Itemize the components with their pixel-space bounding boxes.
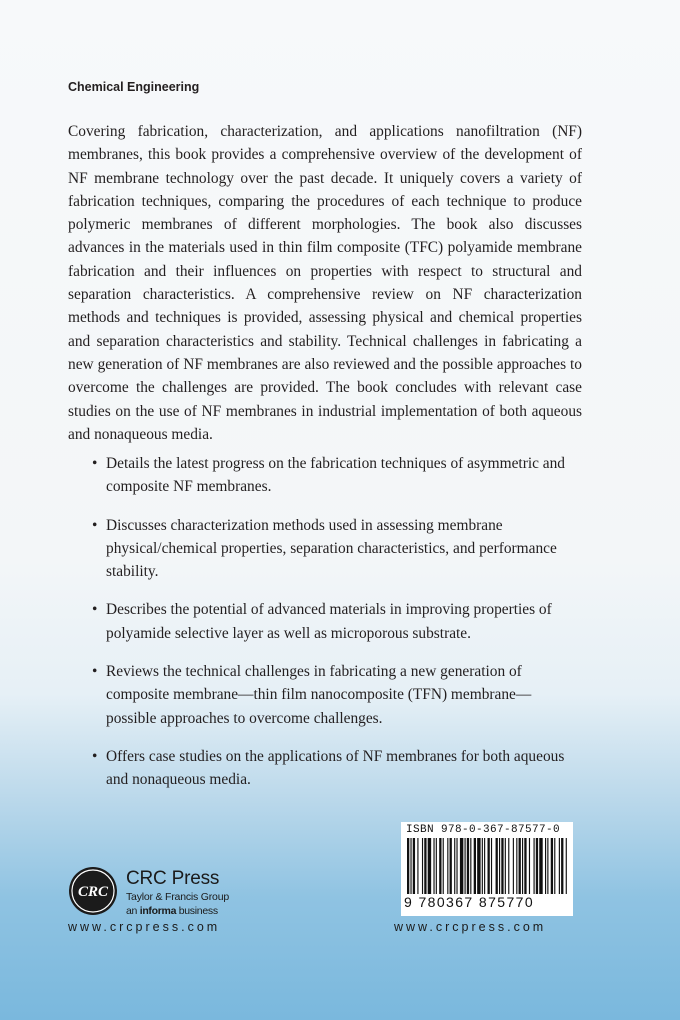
barcode-bar — [566, 838, 567, 894]
feature-item: • Reviews the technical challenges in fabricating a new generation of composite membrane—thin film nanocomposite (TFN) membrane—possible approaches to overcome challenges. — [92, 660, 572, 730]
barcode-bar — [428, 838, 431, 894]
isbn-label: ISBN 978-0-367-87577-0 — [406, 824, 561, 836]
barcode-bar — [508, 838, 509, 894]
publisher-business — [126, 905, 218, 917]
barcode-bar — [467, 838, 469, 894]
barcode-bar — [559, 838, 560, 894]
barcode-bar — [450, 838, 452, 894]
barcode-bar — [424, 838, 426, 894]
barcode-bar — [488, 838, 490, 894]
feature-item: • Offers case studies on the applications of NF membranes for both aqueous and nonaqueous media. — [92, 745, 572, 792]
barcode-bar — [534, 838, 535, 894]
barcode-bar — [561, 838, 563, 894]
barcode-bar — [422, 838, 423, 894]
publisher-group: Taylor & Francis Group — [126, 891, 229, 903]
feature-list — [92, 452, 572, 807]
barcode-bar — [454, 838, 455, 894]
barcode-bar — [407, 838, 409, 894]
barcode-bar — [501, 838, 503, 894]
barcode-bar — [529, 838, 530, 894]
barcode-number: 9 780367 875770 — [404, 894, 534, 910]
barcode-bar — [477, 838, 480, 894]
barcode-bar — [505, 838, 506, 894]
barcode-icon — [405, 838, 569, 896]
book-description: Covering fabrication, characterization, and applications nanofiltration (NF) membranes, this book provides a comprehensive overview of the development of NF membrane technology over the past decade. It uniquely covers a variety of fabrication techniques, comparing the procedures of each technique to produce polymeric membranes of different morphologies. The book also discusses advances in the materials used in thin film composite (TFC) polyamide membrane fabrication and their influences on properties with respect to structural and separation characteristics. A comprehensive review on NF characterization methods and techniques is provided, assessing physical and chemical properties and separation characteristics and stability. Technical challenges in fabricating a new generation of NF membranes are also reviewed and the possible approaches to overcome the challenges are provided. The book concludes with relevant case studies on the use of NF membranes in industrial implementation of both aqueous and nonaqueous media. — [68, 123, 582, 443]
barcode-bar — [447, 838, 448, 894]
barcode-bar — [519, 838, 521, 894]
barcode-bar — [474, 838, 476, 894]
barcode-website[interactable]: www.crcpress.com — [394, 920, 547, 934]
barcode-bar — [491, 838, 492, 894]
barcode-bar — [456, 838, 457, 894]
barcode-bar — [539, 838, 542, 894]
barcode-bar — [496, 838, 498, 894]
feature-item: • Details the latest progress on the fabrication techniques of asymmetric and composite NF membranes. — [92, 452, 572, 499]
barcode-bar — [417, 838, 418, 894]
feature-item: • Describes the potential of advanced materials in improving properties of polyamide selective layer as well as microporous substrate. — [92, 598, 572, 645]
barcode-bar — [460, 838, 463, 894]
business-prefix: an — [126, 905, 140, 917]
barcode-bar — [522, 838, 523, 894]
barcode-bar — [465, 838, 466, 894]
barcode-bar — [545, 838, 546, 894]
barcode-bar — [547, 838, 548, 894]
barcode-bar — [516, 838, 517, 894]
isbn-barcode — [401, 822, 573, 916]
feature-item: • Discusses characterization methods used in assessing membrane physical/chemical properties, separation characteristics, and performance stability. — [92, 514, 572, 584]
barcode-bar — [439, 838, 441, 894]
barcode-bar — [536, 838, 538, 894]
business-brand: informa — [139, 905, 177, 917]
barcode-bar — [484, 838, 485, 894]
crc-logo-icon — [68, 866, 118, 916]
barcode-bar — [513, 838, 514, 894]
barcode-bar — [470, 838, 471, 894]
barcode-bar — [410, 838, 411, 894]
category-label: Chemical Engineering — [68, 80, 200, 94]
barcode-bar — [554, 838, 555, 894]
barcode-bar — [436, 838, 437, 894]
barcode-bar — [524, 838, 526, 894]
barcode-bar — [443, 838, 444, 894]
publisher-name: CRC Press — [126, 868, 220, 889]
barcode-bar — [482, 838, 483, 894]
business-suffix: business — [176, 905, 218, 917]
barcode-bar — [499, 838, 500, 894]
crc-logo-text: CRC — [77, 884, 109, 900]
barcode-bar — [551, 838, 553, 894]
barcode-bar — [433, 838, 434, 894]
barcode-bar — [413, 838, 415, 894]
publisher-website[interactable]: www.crcpress.com — [68, 920, 221, 934]
